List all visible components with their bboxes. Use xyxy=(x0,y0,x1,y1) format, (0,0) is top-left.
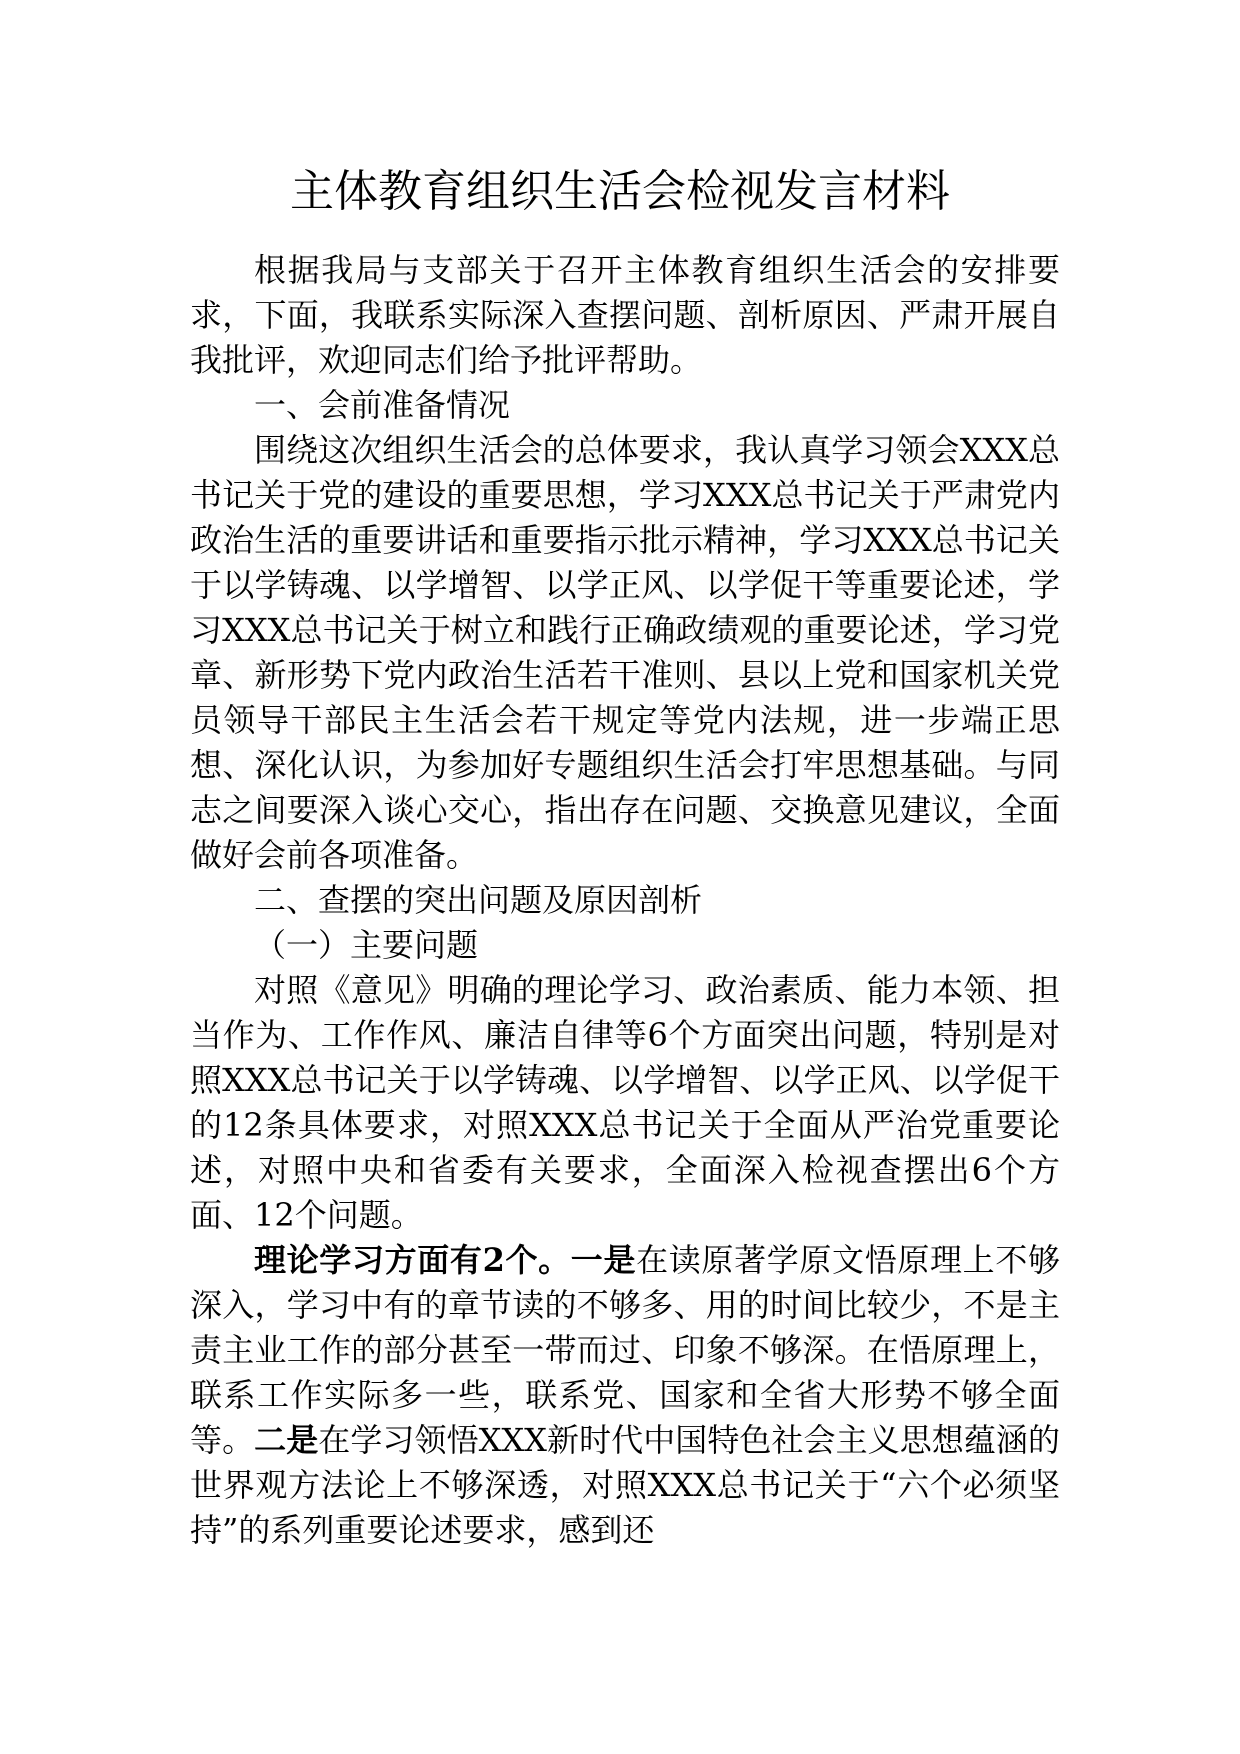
section-heading-2: 二、查摆的突出问题及原因剖析 xyxy=(254,881,703,919)
document-body xyxy=(190,248,1060,1553)
subsection-heading-2-1: （一）主要问题 xyxy=(254,926,479,964)
theory-one-text: 在读原著学原文悟原理上不够深入，学习中有的章节读的不够多、用的时间比较少，不是主责主业工作的部分甚至一带而过、印象不够深。在悟原理上，联系工作实际多一些，联系党、国家和全省大形势不够全面等。 xyxy=(190,1241,1060,1459)
theory-lead-bold: 理论学习方面有2个。一是 xyxy=(254,1241,637,1279)
preparation-paragraph: 围绕这次组织生活会的总体要求，我认真学习领会XXX总书记关于党的建设的重要思想，学习XXX总书记关于严肃党内政治生活的重要讲话和重要指示批示精神，学习XXX总书记关于以学铸魂、以学增智、以学正风、以学促干等重要论述，学习XXX总书记关于树立和践行正确政绩观的重要论述，学习党章、新形势下党内政治生活若干准则、县以上党和国家机关党员领导干部民主生活会若干规定等党内法规，进一步端正思想、深化认识，为参加好专题组织生活会打牢思想基础。与同志之间要深入谈心交心，指出存在问题、交换意见建议，全面做好会前各项准备。 xyxy=(190,431,1060,874)
intro-paragraph: 根据我局与支部关于召开主体教育组织生活会的安排要求，下面，我联系实际深入查摆问题、剖析原因、严肃开展自我批评，欢迎同志们给予批评帮助。 xyxy=(190,251,1060,379)
problems-paragraph: 对照《意见》明确的理论学习、政治素质、能力本领、担当作为、工作作风、廉洁自律等6个方面突出问题，特别是对照XXX总书记关于以学铸魂、以学增智、以学正风、以学促干的12条具体要求，对照XXX总书记关于全面从严治党重要论述，对照中央和省委有关要求，全面深入检视查摆出6个方面、12个问题。 xyxy=(190,971,1060,1234)
section-heading-1: 一、会前准备情况 xyxy=(254,386,511,424)
theory-two-lead-bold: 二是 xyxy=(254,1421,319,1459)
theory-study-paragraph xyxy=(190,1238,1060,1553)
document-title: 主体教育组织生活会检视发言材料 xyxy=(290,166,950,217)
theory-two-text: 在学习领悟XXX新时代中国特色社会主义思想蕴涵的世界观方法论上不够深透，对照XXX总书记关于“六个必须坚持”的系列重要论述要求，感到还 xyxy=(190,1421,1060,1549)
